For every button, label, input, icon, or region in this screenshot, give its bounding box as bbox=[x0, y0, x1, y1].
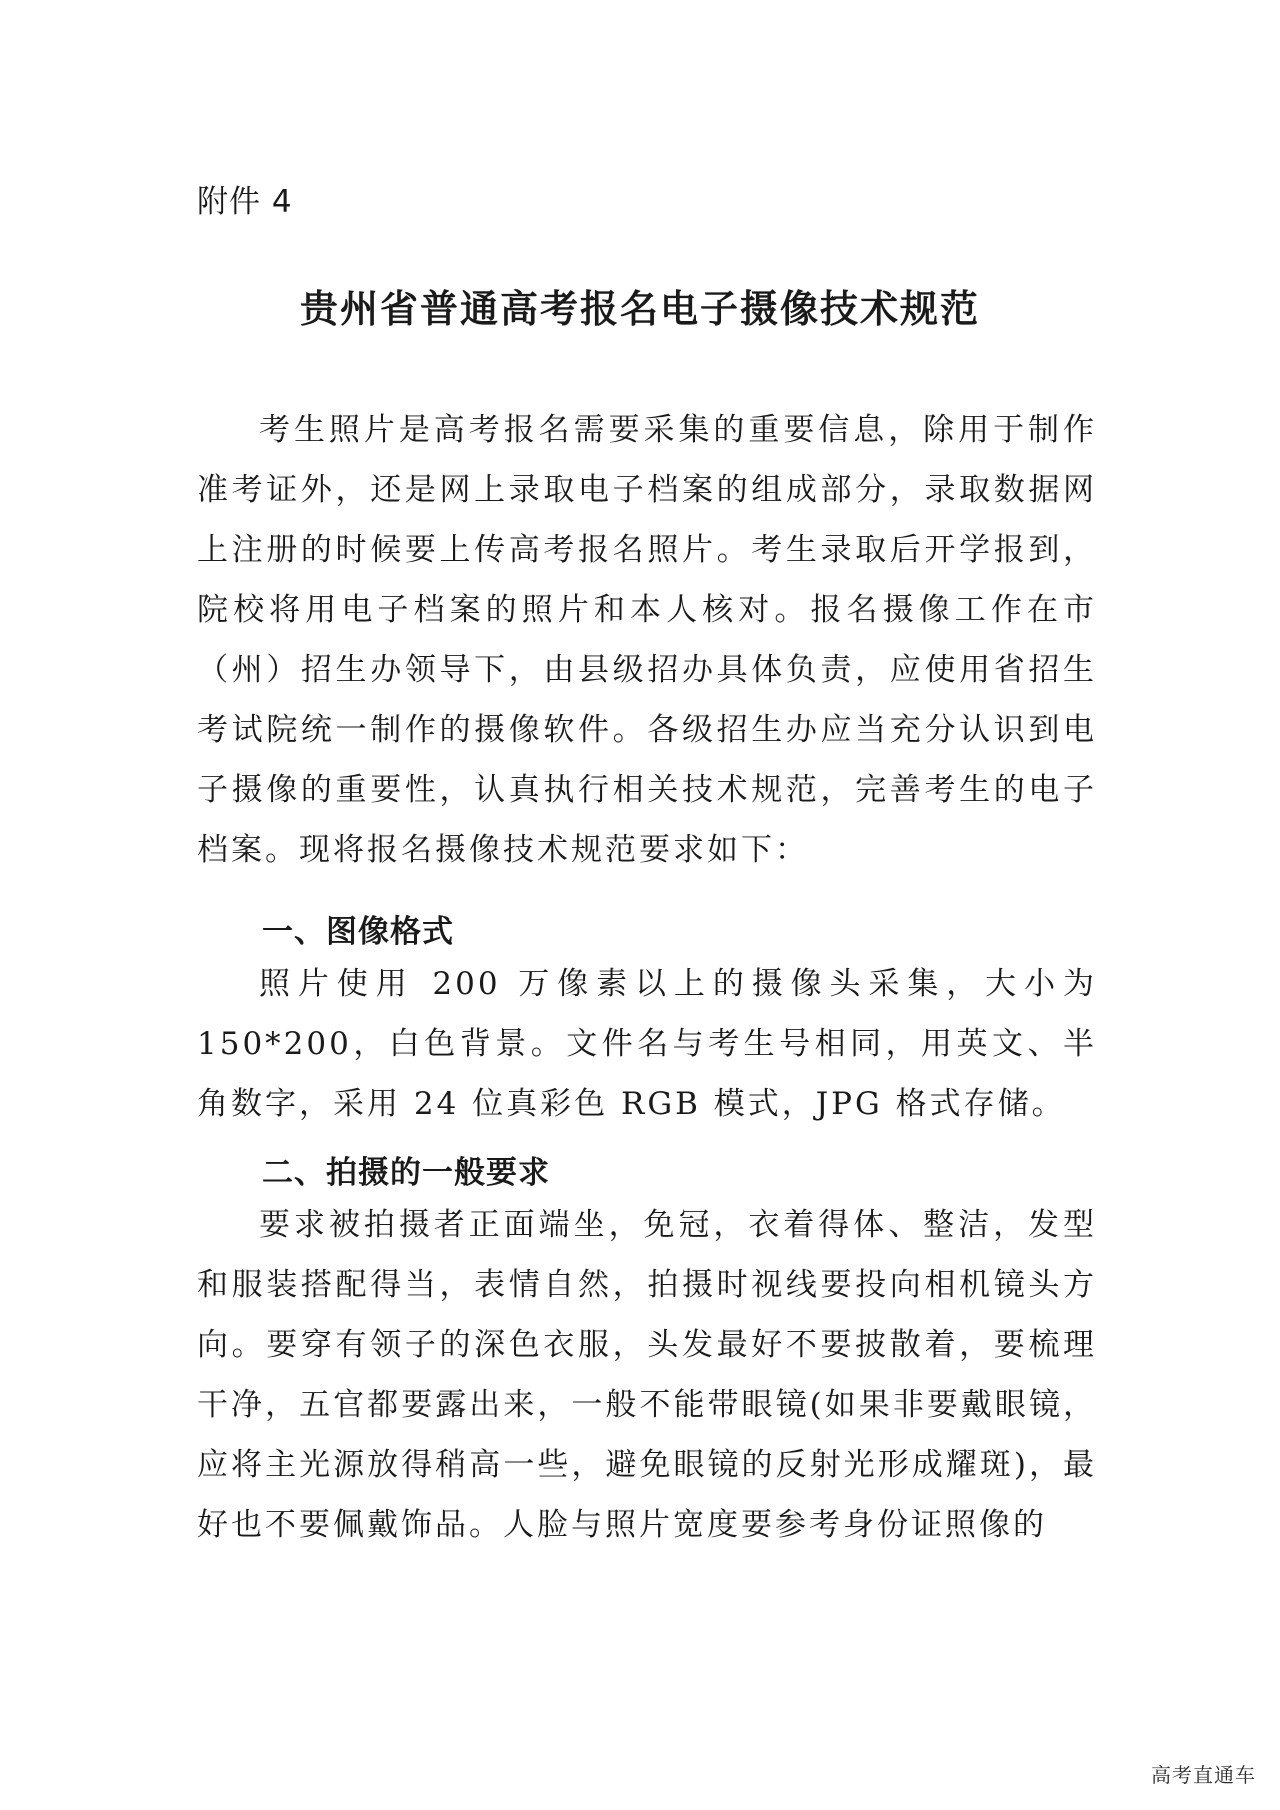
intro-paragraph: 考生照片是高考报名需要采集的重要信息，除用于制作准考证外，还是网上录取电子档案的组成部分，录取数据网上注册的时候要上传高考报名照片。考生录取后开学报到，院校将用电子档案的照片和本人核对。报名摄像工作在市（州）招生办领导下，由县级招办具体负责，应使用省招生考试院统一制作的摄像软件。各级招生办应当充分认识到电子摄像的重要性，认真执行相关技术规范，完善考生的电子档案。现将报名摄像技术规范要求如下： bbox=[197, 412, 1097, 868]
section-paragraph-general-requirements: 要求被拍摄者正面端坐，免冠，衣着得体、整洁，发型和服装搭配得当，表情自然，拍摄时视线要投向相机镜头方向。要穿有领子的深色衣服，头发最好不要披散着，要梳理干净，五官都要露出来，一般不能带眼镜(如果非要戴眼镜，应将主光源放得稍高一些，避免眼镜的反射光形成耀斑)，最好也不要佩戴饰品。人脸与照片宽度要参考身份证照像的 bbox=[197, 1207, 1097, 1543]
attachment-label: 附件 4 bbox=[197, 184, 293, 220]
watermark-text: 高考直通车 bbox=[1151, 1763, 1256, 1787]
document-title: 贵州省普通高考报名电子摄像技术规范 bbox=[299, 287, 980, 331]
section-heading-image-format: 一、图像格式 bbox=[262, 914, 454, 950]
section-heading-general-requirements: 二、拍摄的一般要求 bbox=[262, 1155, 550, 1191]
section-paragraph-image-format: 照片使用 200 万像素以上的摄像头采集，大小为 150*200，白色背景。文件名与考生号相同，用英文、半角数字，采用 24 位真彩色 RGB 模式，JPG 格式存储。 bbox=[197, 966, 1097, 1122]
